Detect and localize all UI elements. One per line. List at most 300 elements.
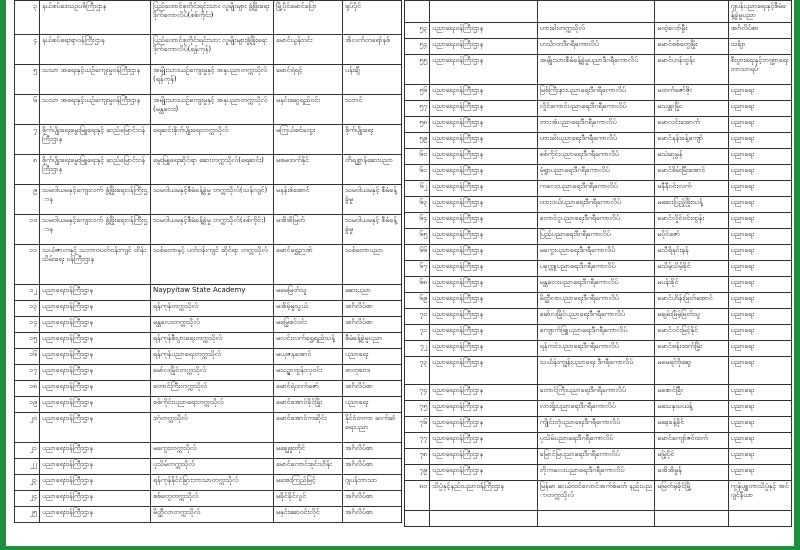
table-row bbox=[15, 155, 402, 185]
ministry-cell: နယ်စပ်ရေးရာဝန်ကြီးဌာန bbox=[40, 35, 151, 65]
ministry-cell: ပညာရေးဝန်ကြီးဌာန bbox=[430, 309, 538, 325]
ministry-cell: ပညာရေးဝန်ကြီးဌာန bbox=[430, 117, 538, 133]
institution-cell: ပြည်ထောင်စုတိုင်းရင်းသား လူမျိုးများဖွံ့ဖြိုးရေး ဒိုက်ကောလိပ်(ရန်ကုန်) bbox=[151, 35, 274, 65]
subject-cell: ရုပ်ပိုင် bbox=[343, 1, 402, 35]
table-row bbox=[15, 507, 402, 523]
student-name-cell: မောင်ရဲရင့် bbox=[274, 65, 343, 95]
ministry-cell bbox=[430, 511, 538, 527]
subject-cell: ပညာရေး bbox=[728, 261, 791, 277]
student-name-cell: မအိမ့်မူသွယ် bbox=[274, 301, 343, 317]
student-name-cell: မောင်စန်းထက်မြိုး bbox=[655, 341, 728, 357]
institution-cell: မန္တလေးတက္ကသိုလ် bbox=[151, 317, 274, 333]
subject-cell: အိလက်တရော်နစ် bbox=[343, 35, 402, 65]
table-row bbox=[405, 213, 792, 229]
institution-cell: မိတ္ထီလာတက္ကသိုလ် bbox=[151, 507, 274, 523]
institution-cell: ကျောက်ဖြူပညာရေးဒီဂရီကောလိပ် bbox=[537, 325, 655, 341]
row-number-cell: ၇၇ bbox=[405, 433, 430, 449]
student-name-cell: မနီနီဝင်းလက် bbox=[655, 181, 728, 197]
table-row bbox=[405, 357, 792, 385]
row-number-cell: ၆၄ bbox=[405, 213, 430, 229]
row-number-cell: ၇ bbox=[15, 125, 40, 155]
institution-cell bbox=[537, 1, 655, 23]
subject-cell: နိုင်ငံတကာ ဆက်ဆံရေးပညာ bbox=[343, 413, 402, 443]
institution-cell: မြန်မာ ဆယ်ထင်လောင်အက်စ်မတ် နည်းပညာတက္ကသိုလ် bbox=[537, 481, 655, 511]
institution-cell: တောင်ငူပညာရေးဒီဂရီကောလိပ် bbox=[537, 213, 655, 229]
row-number-cell: ၇၁ bbox=[405, 325, 430, 341]
row-number-cell: ၂၃ bbox=[15, 475, 40, 491]
table-row bbox=[405, 417, 792, 433]
ministry-cell: စိုက်ပျိုးရေးမွေးမြူရေးနှင့် ဆည်မြောင်းဝန်ကြီးဌာန bbox=[40, 125, 151, 155]
row-number-cell: ၁၁ bbox=[15, 245, 40, 285]
table-row bbox=[15, 35, 402, 65]
student-name-cell: မောင်အောင်ခိုင်မြိုး bbox=[274, 397, 343, 413]
student-name-cell: မနှင်းဆေဝင်းလိုင် bbox=[274, 507, 343, 523]
institution-cell: ရန်ကုန်နိုင်ငံခြားဘာသာတက္ကသိုလ် bbox=[151, 475, 274, 491]
ministry-cell: ပညာရေးဝန်ကြီးဌာန bbox=[40, 285, 151, 301]
table-row bbox=[405, 229, 792, 245]
row-number-cell bbox=[405, 511, 430, 527]
student-name-cell: မအေးကြည်မြင့် bbox=[274, 475, 343, 491]
ministry-cell: ပညာရေးဝန်ကြီးဌာန bbox=[430, 261, 538, 277]
institution-cell: မကွေးတက္ကသိုလ် bbox=[151, 443, 274, 459]
row-number-cell: ၅၉ bbox=[405, 133, 430, 149]
row-number-cell: ၂၁ bbox=[15, 443, 40, 459]
subject-cell: အင်္ဂလိပ်စာ bbox=[343, 459, 402, 475]
table-row bbox=[405, 85, 792, 101]
subject-cell: ပညာရေး bbox=[728, 325, 791, 341]
institution-cell: စစ်ကိုင်းပညာရေးဒီဂရီကောလိပ် bbox=[537, 149, 655, 165]
ministry-cell: ပညာရေးဝန်ကြီးဌာန bbox=[40, 413, 151, 443]
ministry-cell: ပညာရေးဝန်ကြီးဌာန bbox=[40, 491, 151, 507]
table-row bbox=[405, 149, 792, 165]
subject-cell: ပညာရေး bbox=[728, 229, 791, 245]
student-name-cell: မောင်ကောင်းစုင်းဟိန်း bbox=[274, 459, 343, 475]
institution-cell: ဟားခါးတက္ကသိုလ် bbox=[537, 23, 655, 39]
ministry-cell: စိုက်ပျိုးရေးမွေးမြူရေးနှင့် ဆည်မြောင်းဝန်ကြီးဌာန bbox=[40, 155, 151, 185]
student-name-cell: မပန်းခိုင် bbox=[655, 277, 728, 293]
student-name-cell: မထက်ဇော်ဇိုး bbox=[655, 85, 728, 101]
row-number-cell: ၅၄ bbox=[405, 39, 430, 55]
ministry-cell: ပညာရေးဝန်ကြီးဌာန bbox=[430, 197, 538, 213]
subject-cell: အင်္ဂလိပ်စာ bbox=[343, 381, 402, 397]
table-row bbox=[15, 1, 402, 35]
ministry-cell: ပညာရေးဝန်ကြီးဌာန bbox=[430, 449, 538, 465]
row-number-cell: ၆၈ bbox=[405, 277, 430, 293]
subject-cell: ပညာရေး bbox=[728, 133, 791, 149]
ministry-cell: ပညာရေးဝန်ကြီးဌာန bbox=[40, 301, 151, 317]
table-row bbox=[15, 491, 402, 507]
student-name-cell: မသေနှသယန့် bbox=[655, 401, 728, 417]
ministry-cell: ပညာရေးဝန်ကြီးဌာန bbox=[430, 55, 538, 85]
institution-cell: ရန်ကင်းပညာရေးဒီဂရီကောလိပ် bbox=[537, 341, 655, 357]
ministry-cell: ပညာရေးဝန်ကြီးဌာန bbox=[430, 433, 538, 449]
student-name-cell: မယုဇနအောင် bbox=[274, 349, 343, 365]
row-number-cell: ၁၈ bbox=[15, 381, 40, 397]
student-name-cell: မောင်ရွှေဉာဏ် bbox=[274, 245, 343, 285]
student-name-cell: မသီရိနှင်းနန် bbox=[655, 245, 728, 261]
row-number-cell: ၅၅ bbox=[405, 55, 430, 85]
institution-cell: လှိုင်ကောင်ပညာရေးဒီဂရီကောလိပ် bbox=[537, 101, 655, 117]
ministry-cell: ပညာရေးဝန်ကြီးဌာန bbox=[430, 149, 538, 165]
row-number-cell: ၅၃ bbox=[405, 23, 430, 39]
ministry-cell: သသာ အရေးနှင့်ယဉ်ကျေးမှုဝန်ကြီးဌာန bbox=[40, 65, 151, 95]
student-name-cell: မောင်ကျော်ဇင်ထက် bbox=[655, 433, 728, 449]
institution-cell: ဘားအံပညာရေးဒီဂရီကောလိပ် bbox=[537, 117, 655, 133]
right-table bbox=[404, 0, 792, 527]
table-row bbox=[405, 117, 792, 133]
student-name-cell: မမြတ်မဲ့ခိုင်မြို့ bbox=[655, 481, 728, 511]
table-row bbox=[15, 285, 402, 301]
table-row bbox=[15, 215, 402, 245]
row-number-cell: ၂၅ bbox=[15, 507, 40, 523]
student-name-cell: မသိမ့်သိမ့်ခိုင် bbox=[655, 261, 728, 277]
student-name-cell: မနန်းစံအောင် bbox=[274, 185, 343, 215]
institution-cell: ဘိုကလေးပညာရေးဒီဂရီကောလိပ် bbox=[537, 465, 655, 481]
ministry-cell: ပညာရေးဝန်ကြီးဌာန bbox=[40, 365, 151, 381]
subject-cell: ပညာရေး bbox=[728, 433, 791, 449]
ministry-cell bbox=[430, 1, 538, 23]
row-number-cell: ၃ bbox=[15, 1, 40, 35]
student-name-cell: မအိအိမွန် bbox=[655, 465, 728, 481]
table-row bbox=[15, 413, 402, 443]
institution-cell: ရန်ကုန်တက္ကသိုလ် bbox=[151, 301, 274, 317]
green-border-left bbox=[0, 0, 6, 550]
institution-cell: ဒဂုံတက္ကသိုလ် bbox=[151, 413, 274, 443]
student-name-cell: မမြဲ့ပိုင် bbox=[655, 449, 728, 465]
row-number-cell: ၇၃ bbox=[405, 357, 430, 385]
subject-cell: ပညာရေး bbox=[728, 149, 791, 165]
table-row bbox=[15, 317, 402, 333]
row-number-cell: ၁၆ bbox=[15, 349, 40, 365]
student-name-cell: မအိအိမြတ် bbox=[274, 215, 343, 245]
institution-cell: ပခုက္ကူပညာရေးဒီဂရီကောလိပ် bbox=[537, 261, 655, 277]
table-row bbox=[405, 55, 792, 85]
table-row bbox=[15, 301, 402, 317]
subject-cell: ပညာရေး bbox=[728, 181, 791, 197]
subject-cell: တိရစ္ဆာန်ဆေးပညာ bbox=[343, 155, 402, 185]
row-number-cell: ၁၉ bbox=[15, 397, 40, 413]
subject-cell: အင်္ဂလိပ်စာ bbox=[728, 23, 791, 39]
subject-cell: ပညာရေး bbox=[343, 397, 402, 413]
institution-cell: ဟားခါးပညာရေးဒီဂရီကောလိပ် bbox=[537, 133, 655, 149]
ministry-cell: ပညာရေးဝန်ကြီးဌာန bbox=[430, 293, 538, 309]
student-name-cell: မောင်ဟိန်းမြတ်အောင် bbox=[655, 293, 728, 309]
student-name-cell: မချွေဖူးတိုင် bbox=[274, 443, 343, 459]
row-number-cell: ၆၀ bbox=[405, 149, 430, 165]
institution-cell: မုံရွာပညာရေးဒီဂရီကောလိပ် bbox=[537, 165, 655, 181]
row-number-cell: ၅၇ bbox=[405, 101, 430, 117]
institution-cell: မိတ္ထီလာပညာရေးဒီဂရီကောလိပ် bbox=[537, 293, 655, 309]
ministry-cell: ပညာရေးဝန်ကြီးဌာန bbox=[430, 165, 538, 181]
row-number-cell: ၁၀ bbox=[15, 215, 40, 245]
subject-cell: သစ်တောပညာ bbox=[343, 245, 402, 285]
institution-cell: မြောင်မြပညာရေးဒီဂရီကောလိပ် bbox=[537, 449, 655, 465]
student-name-cell: မပိုင်ဇော် bbox=[655, 229, 728, 245]
student-name-cell: မသဉ္ဇာထွန်းလှဝင်း bbox=[274, 365, 343, 381]
table-row bbox=[405, 197, 792, 213]
row-number-cell: ၂၀ bbox=[15, 413, 40, 443]
table-row bbox=[405, 341, 792, 357]
subject-cell: ပညာရေး bbox=[728, 465, 791, 481]
table-row bbox=[15, 125, 402, 155]
student-name-cell: မသဲဆုမွန် bbox=[655, 149, 728, 165]
institution-cell: ရန်ကုန်စီးပွားရေးတက္ကသိုလ် bbox=[151, 333, 274, 349]
subject-cell: ပညာရေး bbox=[728, 197, 791, 213]
institution-cell: စစ်တွေတက္ကသိုလ် bbox=[151, 491, 274, 507]
row-number-cell: ၁၂ bbox=[15, 285, 40, 301]
subject-cell: သမဝါယမနှင့် စီမံခန့်ခွဲမှု bbox=[343, 215, 402, 245]
row-number-cell: ၁၃ bbox=[15, 301, 40, 317]
ministry-cell: ပညာရေးဝန်ကြီးဌာန bbox=[40, 349, 151, 365]
row-number-cell: ၆ bbox=[15, 95, 40, 125]
table-row bbox=[405, 449, 792, 465]
subject-cell: ဂျပန်ဘာသာ bbox=[343, 475, 402, 491]
green-border-right bbox=[794, 0, 800, 550]
ministry-cell: ပညာရေးဝန်ကြီးဌာန bbox=[430, 101, 538, 117]
institution-cell: စစ်ကိုင်းပညာရေးတက္ကသိုလ် bbox=[151, 397, 274, 413]
institution-cell: ဟင်္သာတဒီဂရီကောလိပ် bbox=[537, 39, 655, 55]
institution-cell: ကလေးပညာရေးဒီဂရီကောလိပ် bbox=[537, 181, 655, 197]
institution-cell: သမဝါယမနှင့်စီမံခန့်ခွဲမှု တက္ကသိုလ်(စစ်ကိုင်း) bbox=[151, 215, 274, 245]
institution-cell: ပုသိမ်တက္ကသိုလ် bbox=[151, 459, 274, 475]
subject-cell: ပညာရေး bbox=[728, 165, 791, 181]
table-row bbox=[405, 401, 792, 417]
row-number-cell: ၆၅ bbox=[405, 229, 430, 245]
table-row bbox=[405, 433, 792, 449]
student-name-cell: မစမထက်နိုင် bbox=[274, 155, 343, 185]
table-row bbox=[405, 133, 792, 149]
institution-cell bbox=[537, 511, 655, 527]
subject-cell: ပညာရေး bbox=[728, 293, 791, 309]
table-row bbox=[15, 333, 402, 349]
row-number-cell: ၆၆ bbox=[405, 245, 430, 261]
row-number-cell: ၇၅ bbox=[405, 401, 430, 417]
row-number-cell: ၆၂ bbox=[405, 181, 430, 197]
ministry-cell: နယ်စပ်ဒေသဥပဓိကြီးဌာန bbox=[40, 1, 151, 35]
subject-cell: ပညာရေး bbox=[728, 357, 791, 385]
table-row bbox=[405, 245, 792, 261]
subject-cell: အင်္ဂလိပ်စာ bbox=[343, 507, 402, 523]
ministry-cell: ပညာရေးဝန်ကြီးဌာန bbox=[430, 465, 538, 481]
institution-cell: မော်လမြိုင်တက္ကသိုလ် bbox=[151, 365, 274, 381]
table-row bbox=[15, 185, 402, 215]
institution-cell: ပြည်ထောင်စုတိုင်းရင်းသား လူမျိုးများ ဖွံ့ဖြိုးရေး ဒိုက်ကောလိပ်(စစ်ကိုင်း) bbox=[151, 1, 274, 35]
ministry-cell: ပညာရေးဝန်ကြီးဌာန bbox=[40, 317, 151, 333]
subject-cell: သင်္ချာ bbox=[728, 39, 791, 55]
subject-cell bbox=[728, 511, 791, 527]
subject-cell: ဓာတုဗေဒ bbox=[343, 365, 402, 381]
table-row bbox=[405, 309, 792, 325]
row-number-cell: ၇၈ bbox=[405, 449, 430, 465]
subject-cell: ပညာရေး bbox=[728, 277, 791, 293]
subject-cell: သမဝါယမနှင့် စီမံခန့်ခွဲမှု bbox=[343, 185, 402, 215]
institution-cell: မြစ်ကြီးနားပညာရေးဒီဂရီကောလိပ် bbox=[537, 85, 655, 101]
green-border-bottom bbox=[0, 546, 800, 550]
student-name-cell bbox=[655, 1, 728, 23]
ministry-cell: ပညာရေးဝန်ကြီးဌာန bbox=[430, 133, 538, 149]
ministry-cell: သသာ အရေးနှင့်ယဉ်ကျေးမှုဝန်ကြီးဌာန bbox=[40, 95, 151, 125]
table-row bbox=[405, 101, 792, 117]
row-number-cell: ၂၂ bbox=[15, 459, 40, 475]
ministry-cell: ပညာရေးဝန်ကြီးဌာန bbox=[430, 357, 538, 385]
institution-cell: မန္တလေးပညာရေးဒီဂရီကောလိပ် bbox=[537, 277, 655, 293]
student-name-cell: မောင်ဟန်ထွန်း bbox=[655, 55, 728, 85]
ministry-cell: ပညာရေးဝန်ကြီးဌာန bbox=[430, 213, 538, 229]
institution-cell: ထားဝယ်ပညာရေးဒီဂရီကောလိပ် bbox=[537, 197, 655, 213]
row-number-cell: ၂၄ bbox=[15, 491, 40, 507]
institution-cell: လားရှိုးပညာရေးဒီဂရီကောလိပ် bbox=[537, 401, 655, 417]
subject-cell: ဆေးပညာ bbox=[343, 285, 402, 301]
row-number-cell: ၁၄ bbox=[15, 317, 40, 333]
table-row bbox=[15, 245, 402, 285]
subject-cell: ပညာရေး bbox=[728, 417, 791, 433]
student-name-cell: မမြွေစင်ဝင်း bbox=[274, 317, 343, 333]
ministry-cell: ပညာရေးဝန်ကြီးဌာန bbox=[40, 443, 151, 459]
table-row bbox=[405, 481, 792, 511]
subject-cell: ပညာရေး bbox=[728, 101, 791, 117]
subject-cell: ပညာရေး bbox=[728, 449, 791, 465]
subject-cell: စီမံခန့်ခွဲမှုပညာ bbox=[343, 333, 402, 349]
institution-cell: မော်လမြိုင်ပညာရေးဒီဂရီကောလိပ် bbox=[537, 309, 655, 325]
ministry-cell: ပညာရေးဝန်ကြီးဌာန bbox=[40, 459, 151, 475]
subject-cell: အင်္ဂလိပ်စာ bbox=[343, 443, 402, 459]
student-name-cell: မချမ်းမြိမ့်မြတ်သူ bbox=[655, 309, 728, 325]
table-row bbox=[405, 325, 792, 341]
student-name-cell: မောင်နန်းခန့်ကျော် bbox=[655, 133, 728, 149]
student-name-cell: မြို့ပိုင်မောင်ပြော bbox=[274, 1, 343, 35]
subject-cell: ပညာရေး bbox=[728, 85, 791, 101]
institution-cell: ရန်ကုန်ပညာရေးတက္ကသိုလ် bbox=[151, 349, 274, 365]
subject-cell: ပညာရေး bbox=[728, 245, 791, 261]
table-row bbox=[405, 39, 792, 55]
table-row bbox=[15, 443, 402, 459]
student-name-cell: မခေ့ခန့်ခိုင် bbox=[655, 417, 728, 433]
table-row bbox=[15, 397, 402, 413]
row-number-cell: ၇၂ bbox=[405, 341, 430, 357]
table-row bbox=[15, 475, 402, 491]
student-name-cell: မမေမြတ်သူ bbox=[274, 285, 343, 301]
subject-cell: ပညာရေး bbox=[343, 349, 402, 365]
table-row bbox=[15, 459, 402, 475]
student-name-cell: မောင်လှိုင်ဝင်းထွန်း bbox=[655, 213, 728, 229]
student-name-cell: မောင်စစ်တွေမြိုး bbox=[655, 39, 728, 55]
ministry-cell: သယံဇာတနှင့် သဘာဝပတ်ဝန်းကျင် ထိန်းသိမ်းရေး ဝန်ကြီးဌာန bbox=[40, 245, 151, 285]
subject-cell: အင်္ဂလိပ်စာ bbox=[343, 317, 402, 333]
institution-cell: သမဝါယမနှင့်စီမံခန့်ခွဲမှု တက္ကသိုလ်(သန်လျင်) bbox=[151, 185, 274, 215]
student-name-cell bbox=[655, 511, 728, 527]
row-number-cell: ၇၆ bbox=[405, 417, 430, 433]
table-row bbox=[405, 23, 792, 39]
subject-cell: ပညာရေး bbox=[728, 309, 791, 325]
table-row bbox=[15, 349, 402, 365]
table-row bbox=[405, 277, 792, 293]
subject-cell: သဘင် bbox=[343, 95, 402, 125]
institution-cell: ပုသိမ်ပညာရေးဒီဂရီကောလိပ် bbox=[537, 433, 655, 449]
ministry-cell: ပညာရေးဝန်ကြီးဌာန bbox=[430, 181, 538, 197]
row-number-cell: ၅၈ bbox=[405, 117, 430, 133]
subject-cell: ပညာရေး bbox=[728, 117, 791, 133]
ministry-cell: ပညာရေးဝန်ကြီးဌာန bbox=[430, 245, 538, 261]
student-name-cell: မလင်းလက်ရွှေရည်သန့် bbox=[274, 333, 343, 349]
row-number-cell: ၆၃ bbox=[405, 197, 430, 213]
row-number-cell: ၄ bbox=[15, 35, 40, 65]
row-number-cell: ၅ bbox=[15, 65, 40, 95]
ministry-cell: သိပ္ပံနှင့်နည်းပညာဝန်ကြီးဌာန bbox=[430, 481, 538, 511]
ministry-cell: ပညာရေးဝန်ကြီးဌာန bbox=[40, 333, 151, 349]
row-number-cell: ၉ bbox=[15, 185, 40, 215]
table-row bbox=[405, 511, 792, 527]
row-number-cell: ၇၄ bbox=[405, 385, 430, 401]
institution-cell: အမျိုးသားယဉ်ကျေးမှုနှင့် အနုပညာတက္ကသိုလ်(မန္တလေး) bbox=[151, 95, 274, 125]
subject-cell: ဂျပန်ပညာရေးနှင့်စီမံခန့်ခွဲမှုပညာ bbox=[728, 1, 791, 23]
subject-cell: ပညာရေး bbox=[728, 401, 791, 417]
ministry-cell: ပညာရေးဝန်ကြီးဌာန bbox=[40, 507, 151, 523]
table-row bbox=[15, 381, 402, 397]
row-number-cell: ၇၀ bbox=[405, 309, 430, 325]
subject-cell: ပန်းချီ bbox=[343, 65, 402, 95]
subject-cell: ပညာရေး bbox=[728, 385, 791, 401]
row-number-cell: ၆၇ bbox=[405, 261, 430, 277]
left-table bbox=[14, 0, 402, 523]
ministry-cell: ပညာရေးဝန်ကြီးဌာန bbox=[430, 39, 538, 55]
student-name-cell: မနှင်းဆွေရည်ဝင်း bbox=[274, 95, 343, 125]
left-table-column bbox=[14, 0, 397, 546]
row-number-cell bbox=[405, 1, 430, 23]
student-name-cell: မောင်ယွန်းဝင်း bbox=[274, 35, 343, 65]
institution-cell: သစ်တောနှင့် ပတ်ဝန်းကျင် ဆိုင်ရာ တက္ကသိုလ် bbox=[151, 245, 274, 285]
table-row bbox=[15, 95, 402, 125]
ministry-cell: ပညာရေးဝန်ကြီးဌာန bbox=[430, 229, 538, 245]
ministry-cell: ပညာရေးဝန်ကြီးဌာန bbox=[40, 397, 151, 413]
ministry-cell: ပညာရေးဝန်ကြီးဌာန bbox=[430, 385, 538, 401]
student-name-cell: မောင်ဝင်းမြင့်နိုင် bbox=[655, 325, 728, 341]
subject-cell: စီးပွားရေးနှင့်ဘဏ္ဍာရေး ဘာသာရပ် bbox=[728, 55, 791, 85]
student-name-cell: မထဲ့လော်မွီး bbox=[655, 23, 728, 39]
table-row bbox=[405, 165, 792, 181]
institution-cell: Naypyitaw State Academy bbox=[151, 285, 274, 301]
student-name-cell: မောလင်းအောက် bbox=[655, 117, 728, 133]
right-table-column bbox=[404, 0, 792, 546]
ministry-cell: ပညာရေးဝန်ကြီးဌာန bbox=[430, 325, 538, 341]
ministry-cell: သမဝါယမနှင့်ကျေးလက် ဖွံ့ဖြိုးရေးဝန်ကြီးဌာန bbox=[40, 185, 151, 215]
ministry-cell: ပညာရေးဝန်ကြီးဌာန bbox=[430, 85, 538, 101]
subject-cell: ပညာရေး bbox=[728, 341, 791, 357]
subject-cell: ကွန်ပျူတာသိပ္ပံနှင့် အင်ဂျင်နီယာ bbox=[728, 481, 791, 511]
ministry-cell: ပညာရေးဝန်ကြီးဌာန bbox=[430, 417, 538, 433]
table-row bbox=[405, 293, 792, 309]
subject-cell: အင်္ဂလိပ်စာ bbox=[343, 491, 402, 507]
student-name-cell: မမေရင်ဗိုဆွေ bbox=[655, 357, 728, 385]
table-row bbox=[15, 65, 402, 95]
row-number-cell: ၈ bbox=[15, 155, 40, 185]
ministry-cell: ပညာရေးဝန်ကြီးဌာန bbox=[430, 341, 538, 357]
institution-cell: မွေးမြူရေးဆိုင်ရာ ဆေးတက္ကသိုလ်(ရေဆင်း) bbox=[151, 155, 274, 185]
ministry-cell: သမဝါယမနှင့်ကျေးလက် ဖွံ့ဖြိုးရေးဝန်ကြီးဌာန bbox=[40, 215, 151, 245]
row-number-cell: ၆၁ bbox=[405, 165, 430, 181]
table-row bbox=[405, 261, 792, 277]
table-row bbox=[15, 365, 402, 381]
row-number-cell: ၅၆ bbox=[405, 85, 430, 101]
table-row bbox=[405, 465, 792, 481]
institution-cell: ပြည်ပညာရေးဒီဂရီကောလိပ် bbox=[537, 229, 655, 245]
ministry-cell: ပညာရေးဝန်ကြီးဌာန bbox=[430, 277, 538, 293]
student-name-cell: မောင်စိမ်းမြီးအောင် bbox=[655, 165, 728, 181]
student-name-cell: မသန္တာမြိုး bbox=[655, 101, 728, 117]
student-name-cell: မစောင်ခြီး bbox=[655, 385, 728, 401]
institution-cell: မကွေးပညာရေးဒီဂရီကောလိပ် bbox=[537, 245, 655, 261]
row-number-cell: ၈၀ bbox=[405, 481, 430, 511]
student-name-cell: မကြယ်စင်ထွေး bbox=[274, 125, 343, 155]
